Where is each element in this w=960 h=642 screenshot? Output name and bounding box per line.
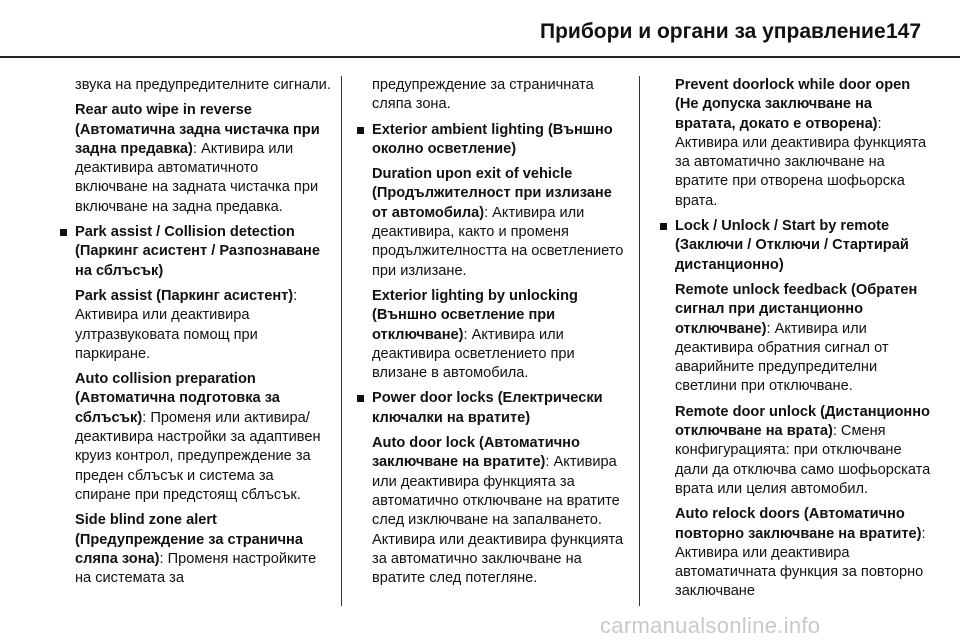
option-description: : Променя настройките на системата за — [75, 550, 317, 587]
bullet-heading: Park assist / Collision detection (Паркинг асистент / Разпознаване на сблъсък) — [75, 223, 333, 281]
bullet-heading: Exterior ambient lighting (Външно околно осветление) — [372, 121, 630, 160]
paragraph — [372, 434, 630, 588]
option-description: : Активира или деактивира автоматичната функция за повторно заключване — [675, 525, 926, 600]
paragraph — [75, 287, 333, 364]
option-title: Exterior lighting by unlocking (Външно осветление при отключване) — [372, 287, 578, 343]
column-3 — [675, 76, 933, 608]
paragraph: звука на предупредителните сигнали. — [75, 77, 331, 93]
option-title: Remote unlock feedback (Обратен сигнал при дистанционно отключване) — [675, 281, 918, 337]
option-title: Rear auto wipe in reverse (Автоматична задна чистачка при задна предавка) — [75, 102, 320, 157]
paragraph — [75, 370, 333, 505]
option-description: : Активира или деактивира обратния сигнал от аварийните предупредителни светлини при отключване. — [675, 320, 889, 395]
paragraph — [675, 505, 933, 601]
paragraph — [372, 287, 630, 383]
paragraph — [372, 165, 630, 281]
paragraph — [675, 281, 933, 397]
option-title: Auto door lock (Автоматично заключване на вратите) — [372, 435, 580, 471]
page-number: 147 — [886, 20, 922, 43]
option-description: : Активира или деактивира ултразвуковата помощ при паркиране. — [75, 287, 298, 362]
option-description: : Активира или деактивира автоматичното включване на задната чистачка при включване на задна предавка. — [75, 140, 319, 215]
option-title: Park assist (Паркинг асистент) — [75, 287, 294, 304]
paragraph — [675, 403, 933, 499]
column-2 — [372, 76, 630, 594]
bullet-heading: Lock / Unlock / Start by remote (Заключи / Отключи / Стартирай дистанционно) — [675, 217, 933, 275]
paragraph — [75, 511, 333, 588]
option-description: : Активира или деактивира функцията за автоматично заключване на вратите при отворена шофьорска врата. — [675, 115, 927, 209]
column-divider-1 — [341, 76, 342, 606]
watermark-text: carmanualsonline.info — [600, 613, 821, 638]
paragraph: предупреждение за страничната сляпа зона. — [372, 77, 594, 113]
page-title: Прибори и органи за управление — [540, 20, 886, 43]
option-description: : Активира или деактивира, както и променя продължителността на осветлението при излизане. — [372, 204, 624, 279]
option-description: : Сменя конфигурацията: при отключване дали да отключва само шофьорската врата или целия автомобил. — [675, 423, 931, 497]
option-title: Side blind zone alert (Предупреждение за странична сляпа зона) — [75, 512, 303, 567]
bullet-heading: Power door locks (Електрически ключалки на вратите) — [372, 389, 630, 428]
option-title: Duration upon exit of vehicle (Продължителност при излизане от автомобила) — [372, 166, 612, 221]
option-title: Remote door unlock (Дистанционно отключване на врата) — [675, 403, 930, 440]
paragraph — [75, 101, 333, 217]
option-title: Auto collision preparation (Автоматична подготовка за сблъсък) — [75, 371, 280, 426]
paragraph — [675, 76, 933, 211]
option-description: : Активира или деактивира осветлението при влизане в автомобила. — [372, 326, 575, 382]
column-1 — [75, 76, 333, 594]
option-description: : Променя или активира/деактивира настройки за адаптивен круиз контрол, предупреждение за преден сблъсък и система за спиране при предстоящ сблъсък. — [75, 409, 321, 503]
option-title: Auto relock doors (Автоматично повторно заключване на вратите) — [675, 506, 922, 542]
option-title: Prevent doorlock while door open (Не допуска заключване на вратата, докато е отворена) — [675, 77, 911, 132]
page-header — [0, 0, 960, 56]
column-divider-2 — [639, 76, 640, 606]
header-divider — [0, 56, 960, 58]
option-description: : Активира или деактивира функцията за автоматично отключване на вратите след изключване на запалването. Активира или деактивира функцията за автоматично заключване на вратите след потегляне. — [372, 454, 624, 587]
